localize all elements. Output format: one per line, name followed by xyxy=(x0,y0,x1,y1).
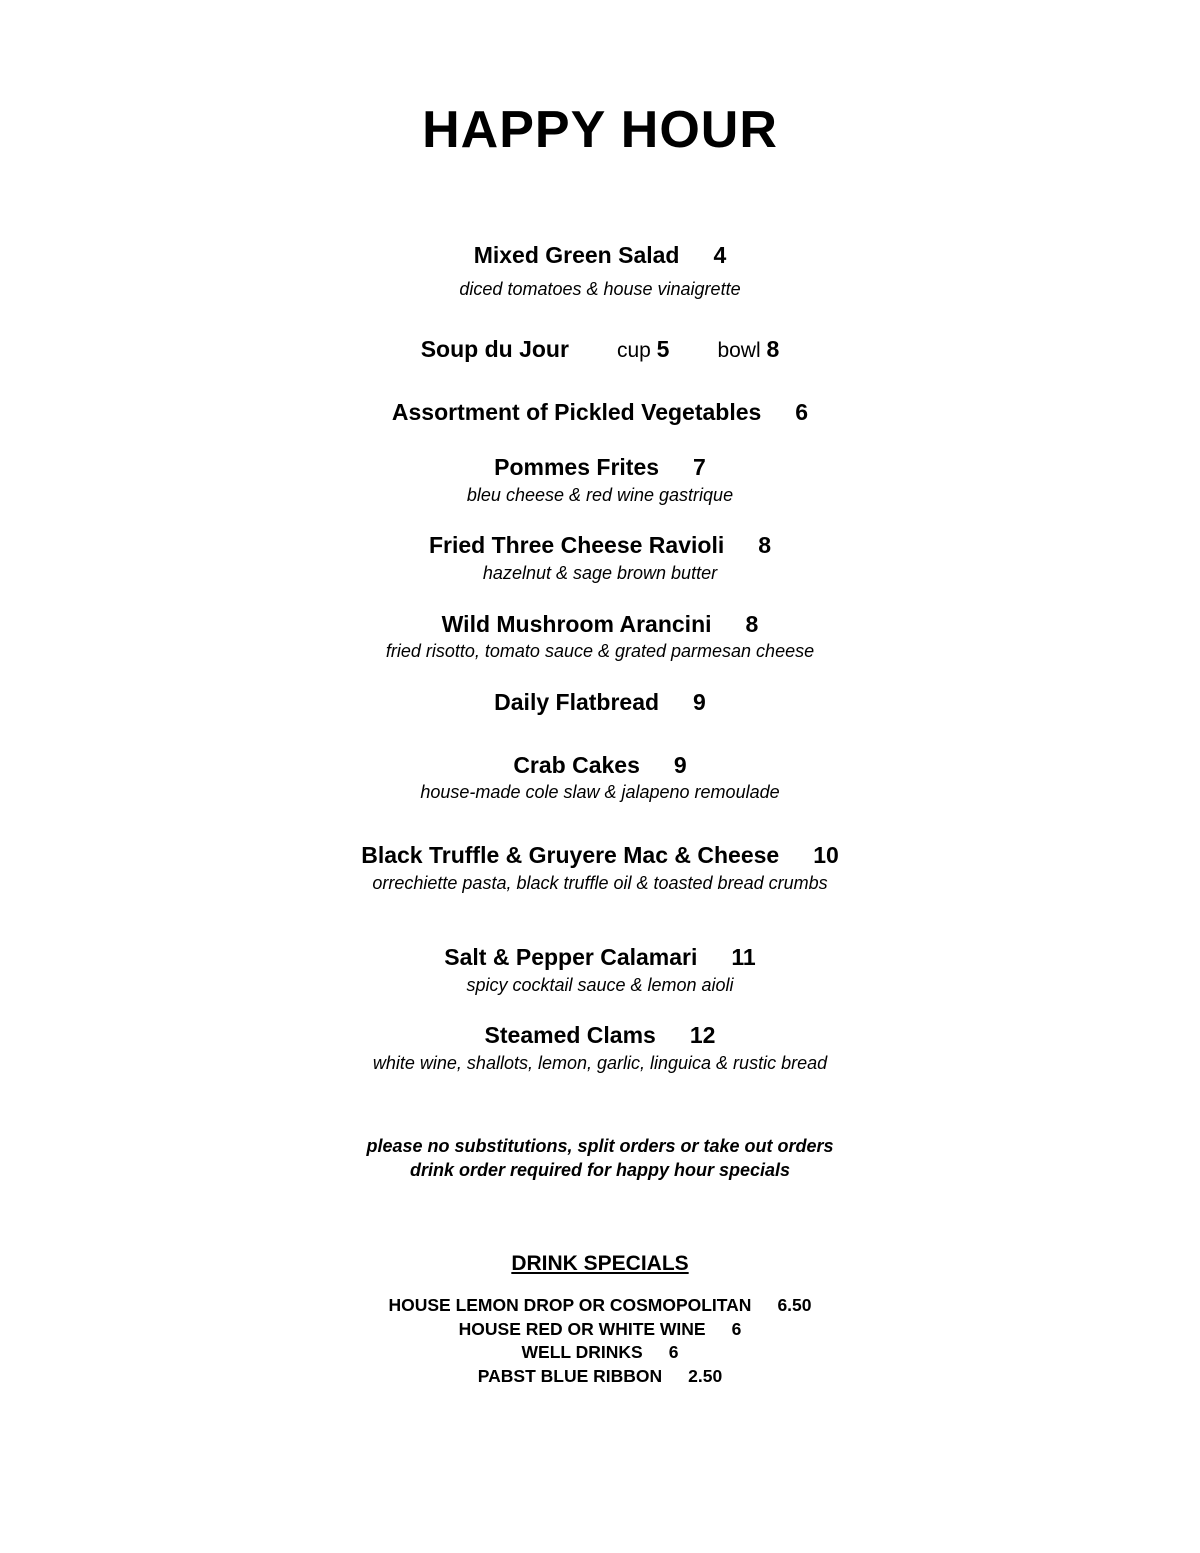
item-price: 12 xyxy=(689,1022,716,1048)
menu-item-pommes-frites xyxy=(0,454,1200,481)
item-name: Pommes Frites xyxy=(494,454,660,480)
item-description: diced tomatoes & house vinaigrette xyxy=(459,279,741,299)
item-name: Steamed Clams xyxy=(484,1022,656,1048)
soup-cup-option xyxy=(616,336,670,362)
item-description: white wine, shallots, lemon, garlic, linguica & rustic bread xyxy=(372,1053,828,1073)
item-description: bleu cheese & red wine gastrique xyxy=(466,485,734,505)
menu-item-mac-and-cheese xyxy=(0,842,1200,869)
drink-price: 6.50 xyxy=(777,1295,812,1315)
item-name: Daily Flatbread xyxy=(494,689,660,715)
menu-item-calamari xyxy=(0,944,1200,971)
item-name: Fried Three Cheese Ravioli xyxy=(428,532,725,558)
menu-item-crab-cakes xyxy=(0,752,1200,779)
item-price: 11 xyxy=(731,944,756,970)
soup-bowl-price: 8 xyxy=(766,336,780,362)
item-price: 10 xyxy=(813,842,839,868)
item-name: Assortment of Pickled Vegetables xyxy=(391,399,762,425)
item-description: fried risotto, tomato sauce & grated parmesan cheese xyxy=(385,641,815,661)
drink-item xyxy=(0,1295,1200,1316)
item-name: Crab Cakes xyxy=(513,752,640,778)
item-name: Wild Mushroom Arancini xyxy=(441,611,712,637)
drink-item xyxy=(0,1366,1200,1387)
soup-bowl-option xyxy=(717,336,780,362)
item-price: 7 xyxy=(693,454,706,480)
menu-item-mixed-green-salad xyxy=(0,242,1200,269)
drink-item xyxy=(0,1342,1200,1363)
item-description: spicy cocktail sauce & lemon aioli xyxy=(466,975,734,995)
drink-name: WELL DRINKS xyxy=(521,1342,643,1362)
drink-price: 6 xyxy=(668,1342,679,1362)
item-price: 8 xyxy=(745,611,759,637)
item-name: Salt & Pepper Calamari xyxy=(444,944,698,970)
soup-cup-price: 5 xyxy=(656,336,670,362)
item-description: house-made cole slaw & jalapeno remoulade xyxy=(420,782,780,802)
menu-item-fried-ravioli xyxy=(0,532,1200,559)
drink-item xyxy=(0,1319,1200,1340)
item-price: 9 xyxy=(673,752,687,778)
menu-item-daily-flatbread xyxy=(0,689,1200,716)
drink-specials-heading: DRINK SPECIALS xyxy=(511,1252,689,1275)
notice-line: drink order required for happy hour specials xyxy=(409,1160,791,1180)
drink-price: 2.50 xyxy=(688,1366,723,1386)
soup-bowl-label: bowl xyxy=(717,339,761,362)
page-title: HAPPY HOUR xyxy=(422,101,778,159)
drink-name: HOUSE LEMON DROP OR COSMOPOLITAN xyxy=(388,1295,752,1315)
item-name: Black Truffle & Gruyere Mac & Cheese xyxy=(361,842,780,868)
item-price: 9 xyxy=(693,689,706,715)
item-description: hazelnut & sage brown butter xyxy=(482,563,718,583)
item-description: orrechiette pasta, black truffle oil & toasted bread crumbs xyxy=(372,873,828,893)
menu-item-soup-du-jour xyxy=(0,336,1200,363)
item-price: 4 xyxy=(713,242,727,268)
soup-cup-label: cup xyxy=(616,339,651,362)
notice-line: please no substitutions, split orders or take out orders xyxy=(366,1136,834,1156)
item-price: 8 xyxy=(758,532,772,558)
policy-notice xyxy=(0,1134,1200,1182)
item-name: Mixed Green Salad xyxy=(473,242,680,268)
menu-item-pickled-vegetables xyxy=(0,399,1200,426)
menu-item-arancini xyxy=(0,611,1200,638)
drink-price: 6 xyxy=(731,1319,742,1339)
item-name: Soup du Jour xyxy=(420,336,569,362)
menu-item-steamed-clams xyxy=(0,1022,1200,1049)
drink-name: PABST BLUE RIBBON xyxy=(477,1366,663,1386)
item-price: 6 xyxy=(795,399,809,425)
drink-name: HOUSE RED OR WHITE WINE xyxy=(458,1319,706,1339)
